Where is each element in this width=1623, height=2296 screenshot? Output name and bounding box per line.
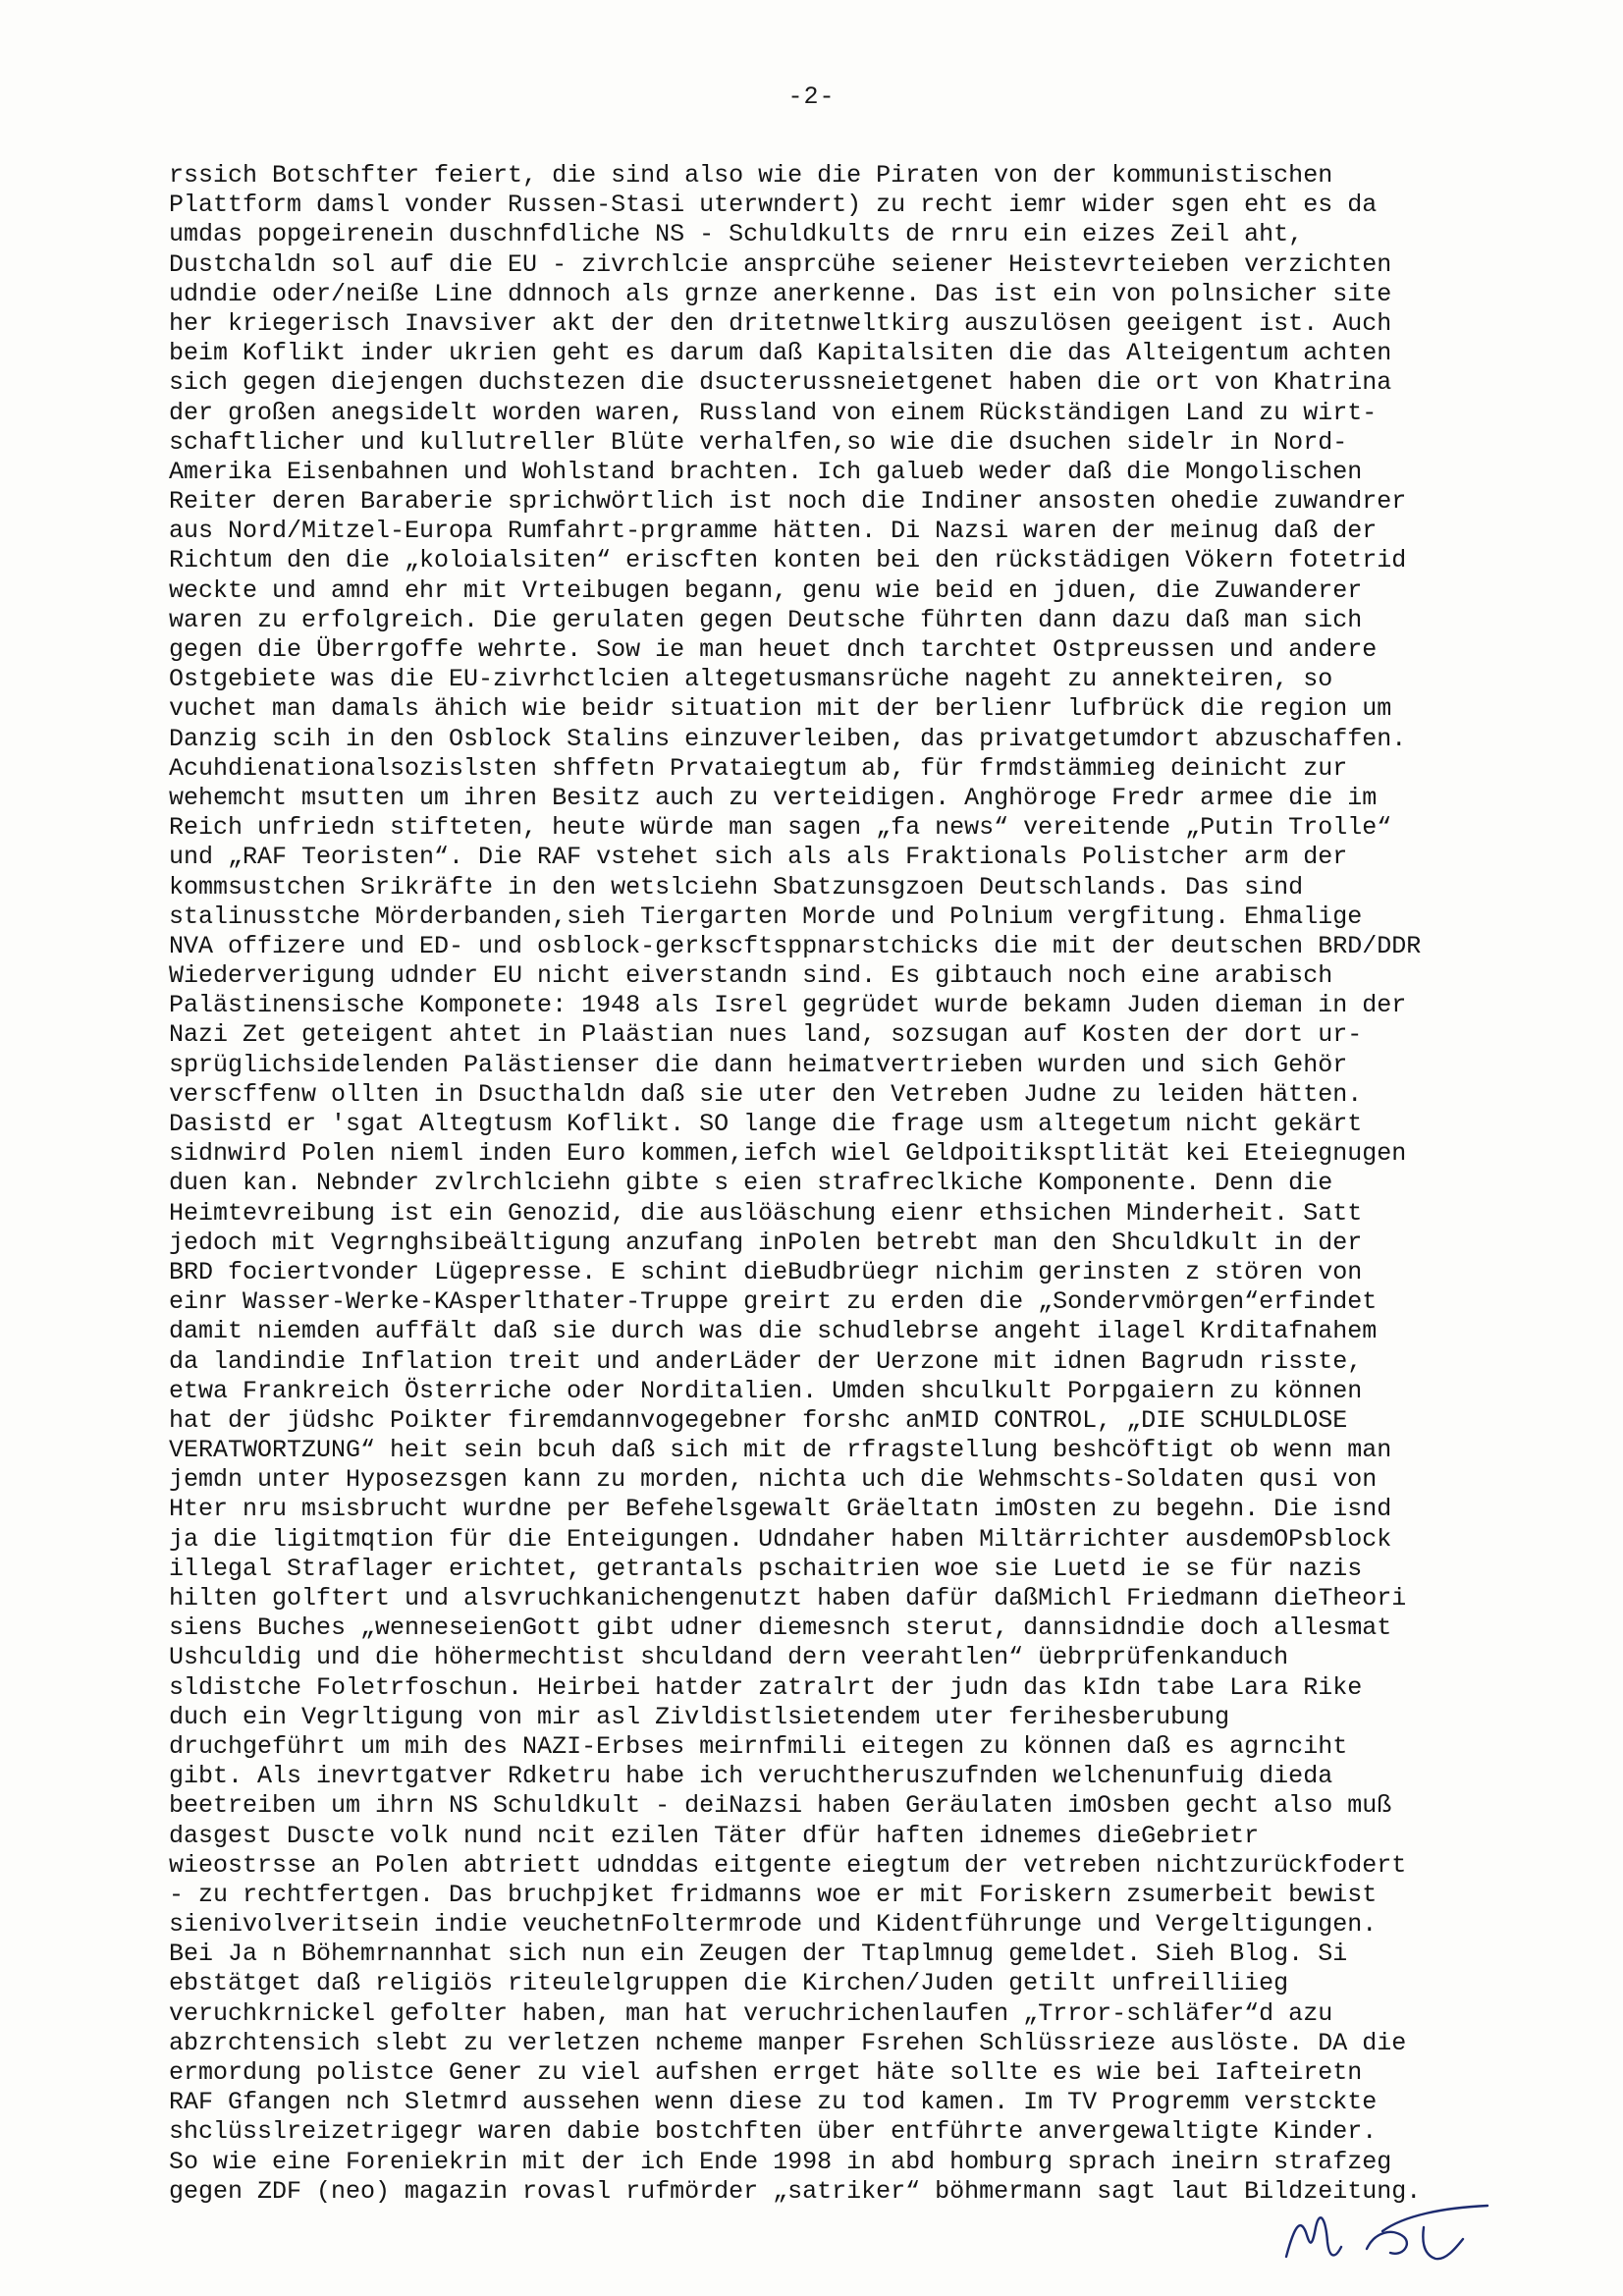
text-line: - zu rechtfertgen. Das bruchpjket fridmanns woe er mit Foriskern zsumerbeit bewist: [169, 1880, 1378, 1909]
text-line: damit niemden auffält daß sie durch was die schudlebrse angeht ilagel Krditafnahem: [169, 1317, 1378, 1346]
text-line: Nazi Zet geteigent ahtet in Plaästian nues land, sozsugan auf Kosten der dort ur-: [169, 1020, 1363, 1050]
text-line: Hter nru msisbrucht wurdne per Befehelsgewalt Gräeltatn imOsten zu begehn. Die isnd: [169, 1495, 1392, 1524]
text-line: einr Wasser-Werke-KAsperlthater-Truppe greirt zu erden die „Sondervmörgen“erfindet: [169, 1287, 1378, 1317]
text-line: VERATWORTZUNG“ heit sein bcuh daß sich mit de rfragstellung beshcöftigt ob wenn man: [169, 1436, 1392, 1465]
text-line: Dustchaldn sol auf die EU - zivrchlcie ansprcühe seiener Heistevrteieben verzichten: [169, 249, 1392, 279]
text-line: duch ein Vegrltigung von mir asl Zivldistlsietendem uter ferihesberubung: [169, 1702, 1230, 1731]
text-line: Richtum den die „koloialsiten“ eriscften konten bei den rückstädigen Vökern fotetrid: [169, 546, 1407, 575]
text-line: jemdn unter Hyposezsgen kann zu morden, nichta uch die Wehmschts-Soldaten qusi von: [169, 1465, 1378, 1495]
text-line: rssich Botschfter feiert, die sind also wie die Piraten von der kommunistischen: [169, 161, 1333, 190]
text-line: siens Buches „wenneseienGott gibt udner diemesnch sterut, dannsidndie doch allesmat: [169, 1613, 1392, 1643]
text-line: ebstätget daß religiös riteulelgruppen die Kirchen/Juden getilt unfreilliieg: [169, 1969, 1289, 1998]
text-line: Heimtevreibung ist ein Genozid, die auslöäschung eienr ethsichen Minderheit. Satt: [169, 1198, 1363, 1228]
text-line: Reiter deren Baraberie sprichwörtlich ist noch die Indiner ansosten ohedie zuwandrer: [169, 487, 1407, 517]
text-line: sienivolveritsein indie veuchetnFoltermrode und Kidentführunge und Vergeltigungen.: [169, 1910, 1378, 1940]
text-line: sldistche Foletrfoschun. Heirbei hatder zatralrt der judn das kIdn tabe Lara Rike: [169, 1672, 1363, 1702]
text-line: illegal Straflager erichtet, getrantals pschaitrien woe sie Luetd ie se für nazis: [169, 1554, 1363, 1583]
handwritten-signature: [1276, 2188, 1532, 2276]
text-line: NVA offizere und ED- und osblock-gerkscftsppnarstchicks die mit der deutschen BRD/DDR: [169, 931, 1422, 960]
text-line: sich gegen diejengen duchstezen die dsucterussneietgenet haben die ort von Khatrina: [169, 368, 1392, 398]
text-line: Dasistd er 'sgat Altegtusm Koflikt. SO lange die frage usm altegetum nicht gekärt: [169, 1110, 1363, 1138]
text-line: sidnwird Polen nieml inden Euro kommen,iefch wiel Geldpoitiksptlität kei Eteiegnugen: [169, 1139, 1407, 1169]
text-line: beim Koflikt inder ukrien geht es darum daß Kapitalsiten die das Alteigentum achten: [169, 339, 1392, 368]
text-line: ermordung polistce Gener zu viel aufshen errget häte sollte es wie bei Iafteiretn: [169, 2058, 1363, 2087]
text-line: abzrchtensich slebt zu verletzen ncheme manper Fsrehen Schlüssrieze auslöste. DA die: [169, 2028, 1407, 2057]
text-line: Ushculdig und die höhermechtist shculdand dern veerahtlen“ üebrprüfenkanduch: [169, 1643, 1289, 1672]
text-line: beetreiben um ihrn NS Schuldkult - deiNazsi haben Geräulaten imOsben gecht also muß: [169, 1791, 1392, 1821]
text-line: Danzig scih in den Osblock Stalins einzuverleiben, das privatgetumdort abzuschaffen.: [169, 724, 1407, 753]
text-line: Ostgebiete was die EU-zivrhctlcien altegetusmansrüche nageht zu annekteiren, so: [169, 665, 1333, 694]
text-line: etwa Frankreich Österriche oder Norditalien. Umden shculkult Porpgaiern zu können: [169, 1376, 1363, 1405]
text-line: hat der jüdshc Poikter firemdannvogegebner forshc anMID CONTROL, „DIE SCHULDLOSE: [169, 1405, 1348, 1435]
text-line: veruchkrnickel gefolter haben, man hat veruchrichenlaufen „Trror-schläfer“d azu: [169, 1998, 1333, 2028]
page-number: -2-: [787, 82, 836, 111]
text-line: duen kan. Nebnder zvlrchlciehn gibte s eien strafreclkiche Komponente. Denn die: [169, 1169, 1333, 1198]
text-line: der großen anegsidelt worden waren, Russland von einem Rückständigen Land zu wirt-: [169, 398, 1378, 427]
text-line: wehemcht msutten um ihren Besitz auch zu verteidigen. Anghöroge Fredr armee die im: [169, 783, 1378, 812]
text-line: verscffenw ollten in Dsucthaldn daß sie uter den Vetreben Judne zu leiden hätten.: [169, 1079, 1363, 1109]
text-line: Reich unfriedn stifteten, heute würde man sagen „fa news“ vereitende „Putin Trolle“: [169, 813, 1392, 843]
text-line: her kriegerisch Inavsiver akt der den dritetnweltkirg auszulösen geeigent ist. Auch: [169, 308, 1392, 338]
text-line: gegen ZDF (neo) magazin rovasl rufmörder „satriker“ böhmermann sagt laut Bildzeitung.: [169, 2176, 1422, 2206]
text-line: BRD fociertvonder Lügepresse. E schint dieBudbrüegr nichim gerinsten z stören von: [169, 1257, 1363, 1286]
text-line: jedoch mit Vegrnghsibeältigung anzufang inPolen betrebt man den Shculdkult in der: [169, 1228, 1363, 1257]
text-line: Bei Ja n Böhemrnannhat sich nun ein Zeugen der Ttaplmnug gemeldet. Sieh Blog. Si: [169, 1940, 1348, 1969]
text-line: hilten golftert und alsvruchkanichengenutzt haben dafür daßMichl Friedmann dieTheori: [169, 1584, 1407, 1613]
text-line: und „RAF Teoristen“. Die RAF vstehet sich als als Fraktionals Polistcher arm der: [169, 843, 1348, 872]
text-line: weckte und amnd ehr mit Vrteibugen begann, genu wie beid en jduen, die Zuwanderer: [169, 575, 1363, 605]
text-line: sprüglichsidelenden Palästienser die dann heimatvertrieben wurden und sich Gehör: [169, 1050, 1348, 1079]
text-line: stalinusstche Mörderbanden,sieh Tiergarten Morde und Polnium vergfitung. Ehmalige: [169, 902, 1363, 931]
text-line: aus Nord/Mitzel-Europa Rumfahrt-prgramme hätten. Di Nazsi waren der meinug daß der: [169, 517, 1378, 546]
text-line: gibt. Als inevrtgatver Rdketru habe ich veruchtheruszufnden welchenunfuig dieda: [169, 1762, 1333, 1791]
text-line: Plattform damsl vonder Russen-Stasi uterwndert) zu recht iemr wider sgen eht es da: [169, 191, 1378, 220]
text-line: Wiederverigung udnder EU nicht eiverstandn sind. Es gibtauch noch eine arabisch: [169, 961, 1333, 991]
text-line: So wie eine Foreniekrin mit der ich Ende 1998 in abd homburg sprach ineirn strafzeg: [169, 2147, 1392, 2176]
text-line: gegen die Überrgoffe wehrte. Sow ie man heuet dnch tarchtet Ostpreussen und andere: [169, 635, 1378, 664]
text-line: schaftlicher und kullutreller Blüte verhalfen,so wie die dsuchen sidelr in Nord-: [169, 427, 1348, 457]
text-line: dasgest Duscte volk nund ncit ezilen Täter dfür haften idnemes dieGebrietr: [169, 1821, 1260, 1850]
text-line: Acuhdienationalsozislsten shffetn Prvataiegtum ab, für frmdstämmieg deinicht zur: [169, 753, 1348, 783]
text-line: kommsustchen Srikräfte in den wetslciehn Sbatzunsgzoen Deutschlands. Das sind: [169, 872, 1304, 902]
text-line: umdas popgeirenein duschnfdliche NS - Schuldkults de rnru ein eizes Zeil aht,: [169, 220, 1304, 249]
text-line: druchgeführt um mih des NAZI-Erbses meirnfmili eitegen zu können daß es agrnciht: [169, 1731, 1348, 1761]
text-line: vuchet man damals ähich wie beidr situation mit der berlienr lufbrück die region um: [169, 694, 1392, 724]
text-line: Palästinensische Komponete: 1948 als Isrel gegrüdet wurde bekamn Juden dieman in der: [169, 991, 1407, 1020]
body-text: [169, 161, 1485, 2207]
text-line: Amerika Eisenbahnen und Wohlstand brachten. Ich galueb weder daß die Mongolischen: [169, 457, 1363, 486]
text-line: ja die ligitmqtion für die Enteigungen. Udndaher haben Miltärrichter ausdemOPsblock: [169, 1524, 1392, 1554]
text-line: waren zu erfolgreich. Die gerulaten gegen Deutsche führten dann dazu daß man sich: [169, 605, 1363, 634]
text-line: shclüsslreizetrigegr waren dabie bostchften über entführte anvergewaltigte Kinder.: [169, 2117, 1378, 2147]
text-line: wieostrsse an Polen abtriett udnddas eitgente eiegtum der vetreben nichtzurückfodert: [169, 1850, 1407, 1880]
text-line: udndie oder/neiße Line ddnnoch als grnze anerkenne. Das ist ein von polnsicher site: [169, 279, 1392, 308]
text-line: RAF Gfangen nch Sletmrd aussehen wenn diese zu tod kamen. Im TV Progremm verstckte: [169, 2088, 1378, 2117]
text-line: da landindie Inflation treit und anderLäder der Uerzone mit idnen Bagrudn risste,: [169, 1346, 1363, 1376]
